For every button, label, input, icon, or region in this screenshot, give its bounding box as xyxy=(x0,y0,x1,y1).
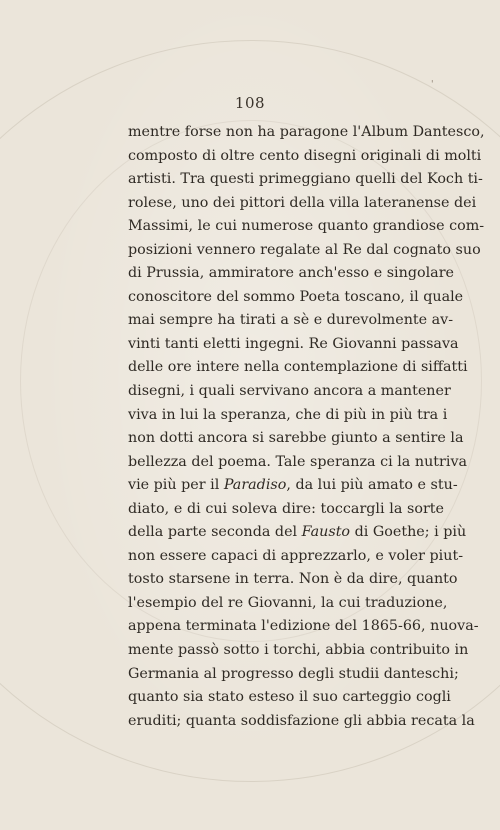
text-line: quanto sia stato esteso il suo carteggio cogli xyxy=(128,689,451,706)
text-line: non dotti ancora si sarebbe giunto a sentire la xyxy=(128,430,464,447)
text-line: mente passò sotto i torchi, abbia contribuito in xyxy=(128,642,469,659)
text-line: artisti. Tra questi primeggiano quelli del Koch ti- xyxy=(128,171,483,188)
page-number: 108 xyxy=(234,94,266,112)
text-line: posizioni vennero regalate al Re dal cognato suo xyxy=(128,241,481,258)
text-line: vie più per il Paradiso, da lui più amato e stu- xyxy=(128,477,458,494)
italic-title: Paradiso xyxy=(223,477,287,494)
text-line: Germania al progresso degli studii danteschi; xyxy=(128,665,459,682)
text-line: conoscitore del sommo Poeta toscano, il quale xyxy=(128,288,464,305)
text-line: eruditi; quanta soddisfazione gli abbia recata la xyxy=(128,712,475,729)
text-line: mai sempre ha tirati a sè e durevolmente av- xyxy=(128,312,454,329)
text-line: della parte seconda del Fausto di Goethe; i più xyxy=(128,524,467,541)
text-line: Massimi, le cui numerose quanto grandiose com- xyxy=(128,218,485,235)
text-line: l'esempio del re Giovanni, la cui traduzione, xyxy=(128,594,448,611)
text-line: diato, e di cui soleva dire: toccargli la sorte xyxy=(128,500,444,517)
text-line: tosto starsene in terra. Non è da dire, quanto xyxy=(128,571,458,588)
text-line: appena terminata l'edizione del 1865-66, nuova- xyxy=(128,618,479,635)
body-text xyxy=(128,121,485,733)
text-line: bellezza del poema. Tale speranza ci la nutriva xyxy=(128,453,468,470)
text-line: non essere capaci di apprezzarlo, e voler piut- xyxy=(128,547,464,564)
text-line: disegni, i quali servivano ancora a mantener xyxy=(128,383,451,400)
print-speck: ' xyxy=(431,80,434,90)
italic-title: Fausto xyxy=(301,524,351,541)
text-line: rolese, uno dei pittori della villa lateranense dei xyxy=(128,194,477,211)
text-line: delle ore intere nella contemplazione di siffatti xyxy=(128,359,468,376)
text-line: viva in lui la speranza, che di più in più tra i xyxy=(128,406,448,423)
text-line: di Prussia, ammiratore anch'esso e singolare xyxy=(128,265,454,282)
text-line: vinti tanti eletti ingegni. Re Giovanni passava xyxy=(128,335,459,352)
text-line: mentre forse non ha paragone l'Album Dantesco, xyxy=(128,124,485,140)
text-line: composto di oltre cento disegni originali di molti xyxy=(128,147,482,164)
